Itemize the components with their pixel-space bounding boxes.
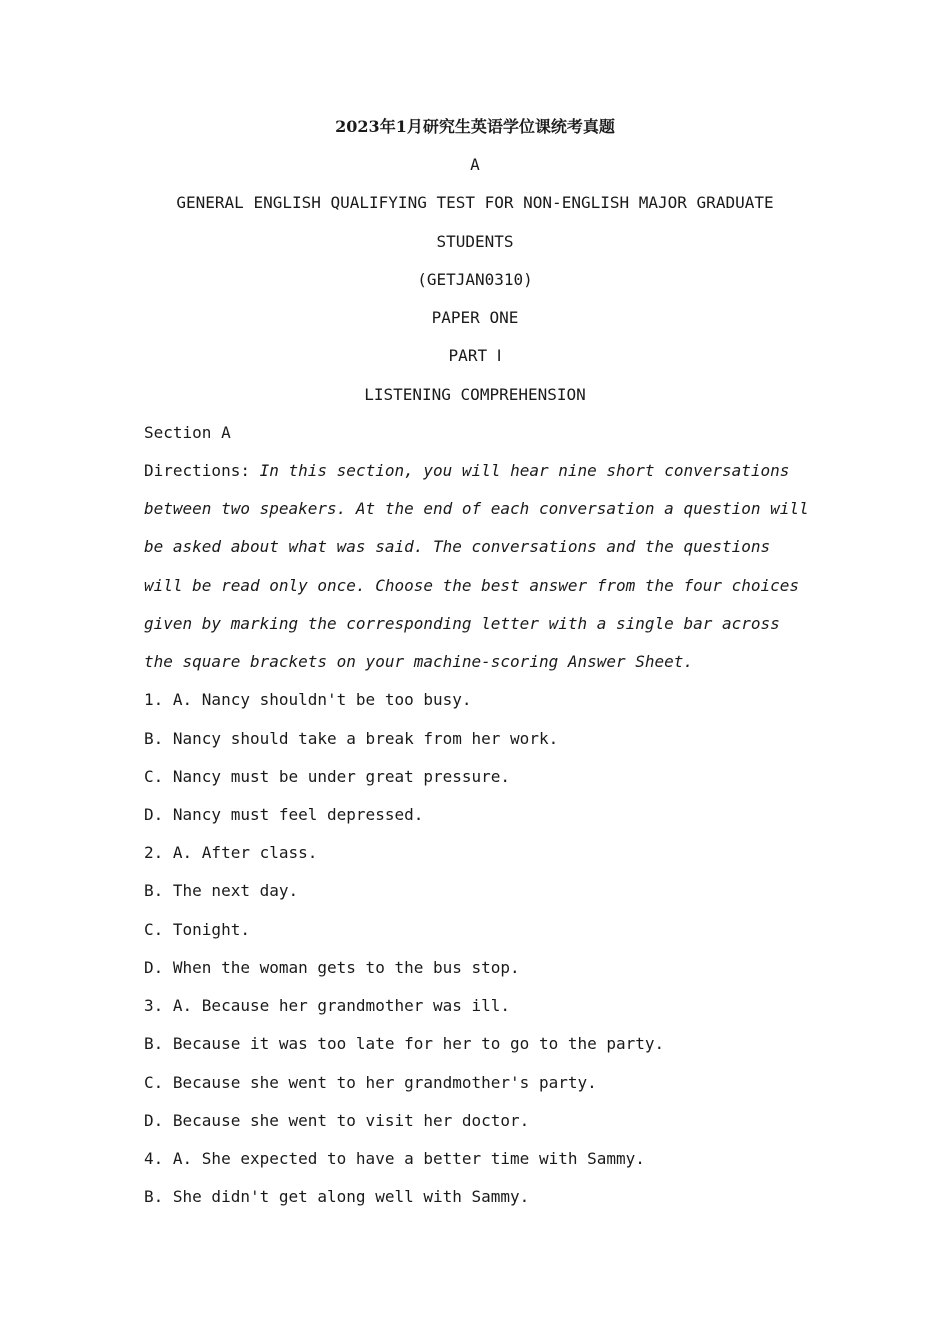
paper-letter: A	[470, 155, 480, 174]
question-line: 3. A. Because her grandmother was ill.	[144, 996, 511, 1015]
part-title: LISTENING COMPREHENSION	[364, 385, 586, 404]
directions-line-4: will be read only once. Choose the best answer from the four choices	[144, 576, 800, 595]
question-line: C. Nancy must be under great pressure.	[144, 767, 511, 786]
paper-heading: PAPER ONE	[431, 308, 519, 327]
directions-line-6: the square brackets on your machine-scoring Answer Sheet.	[144, 652, 694, 671]
question-line: B. The next day.	[144, 881, 299, 900]
part-heading: PART Ⅰ	[448, 346, 502, 365]
question-line: 2. A. After class.	[144, 843, 318, 862]
test-name-line-1: GENERAL ENGLISH QUALIFYING TEST FOR NON-ENGLISH MAJOR GRADUATE	[176, 193, 774, 212]
document-title: 2023年1月研究生英语学位课统考真题	[335, 117, 615, 136]
question-line: C. Because she went to her grandmother's party.	[144, 1073, 597, 1092]
question-line: B. Nancy should take a break from her work.	[144, 729, 559, 748]
question-line: D. Nancy must feel depressed.	[144, 805, 424, 824]
section-label: Section A	[144, 423, 231, 442]
directions-label: Directions:	[144, 461, 250, 480]
question-line: B. Because it was too late for her to go to the party.	[144, 1034, 665, 1053]
test-name-line-2: STUDENTS	[436, 232, 514, 251]
question-line: 1. A. Nancy shouldn't be too busy.	[144, 690, 472, 709]
question-line: D. Because she went to visit her doctor.	[144, 1111, 530, 1130]
directions-text: In this section, you will hear nine short conversations	[259, 461, 790, 480]
directions-line-3: be asked about what was said. The conversations and the questions	[144, 537, 771, 556]
question-line: 4. A. She expected to have a better time with Sammy.	[144, 1149, 645, 1168]
directions-line-5: given by marking the corresponding letter with a single bar across	[144, 614, 780, 633]
directions-line-2: between two speakers. At the end of each conversation a question will	[144, 499, 809, 518]
question-line: B. She didn't get along well with Sammy.	[144, 1187, 530, 1206]
question-line: D. When the woman gets to the bus stop.	[144, 958, 520, 977]
question-line: C. Tonight.	[144, 920, 250, 939]
directions-line-1	[144, 461, 789, 481]
test-code: (GETJAN0310)	[417, 270, 533, 289]
